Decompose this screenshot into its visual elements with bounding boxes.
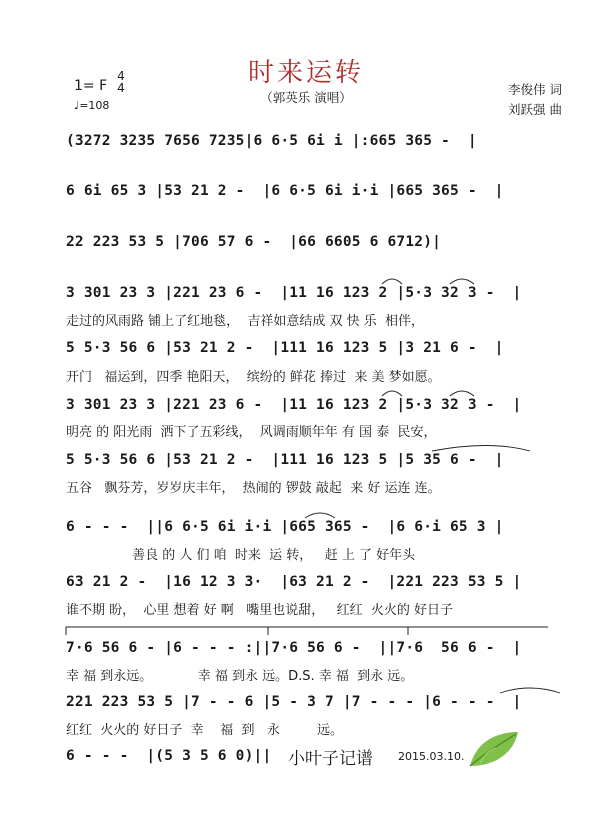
lyric-line: 开门 福运到，四季 艳阳天， 缤纷的 鲜花 捧过 来 美 梦如愿。 bbox=[66, 370, 441, 385]
notation-row: (3272 3235 7656 7235|6 6·5 6i i |:665 365 - | bbox=[66, 133, 477, 149]
transcription-date: 2015.03.10. bbox=[398, 750, 465, 763]
notation-row: 63 21 2 - |16 12 3 3· |63 21 2 - |221 223 53 5 | bbox=[66, 574, 522, 590]
song-title: 时来运转 bbox=[247, 58, 364, 88]
lyric-line: 幸 福 到永远。 幸 福 到永 远。D.S. 幸 福 到永 远。 bbox=[66, 669, 414, 684]
notation-row: 7·6 56 6 - |6 - - - :||7·6 56 6 - ||7·6 56 6 - | bbox=[66, 640, 522, 656]
singer-credit: （郭英乐 演唱） bbox=[260, 90, 352, 105]
notation-row: 6 - - - |(5 3 5 6 0)|| bbox=[66, 748, 272, 764]
time-signature-bottom: 4 bbox=[117, 81, 125, 95]
notation-row: 6 - - - ||6 6·5 6i i·i |665 365 - |6 6·i 65 3 | bbox=[66, 519, 504, 535]
notation-row: 3 301 23 3 |221 23 6 - |11 16 123 2 |5·3 32 3 - | bbox=[66, 397, 522, 413]
notation-row: 5 5·3 56 6 |53 21 2 - |111 16 123 5 |5 35 6 - | bbox=[66, 452, 504, 468]
notation-row: 6 6i 65 3 |53 21 2 - |6 6·5 6i i·i |665 365 - | bbox=[66, 183, 504, 199]
notation-row: 221 223 53 5 |7 - - 6 |5 - 3 7 |7 - - - |6 - - - | bbox=[66, 694, 522, 710]
lyricist-credit: 李俊伟 词 bbox=[508, 82, 562, 97]
tempo-value: =108 bbox=[79, 99, 110, 112]
transcriber-signature: 小叶子记谱 bbox=[288, 749, 373, 769]
composer-credit: 刘跃强 曲 bbox=[508, 102, 562, 117]
notation-row: 3 301 23 3 |221 23 6 - |11 16 123 2 |5·3 32 3 - | bbox=[66, 285, 522, 301]
lyric-line: 五谷 飘芬芳，岁岁庆丰年， 热闹的 锣鼓 敲起 来 好 运连 连。 bbox=[66, 481, 441, 496]
key-signature: 1= F bbox=[74, 78, 108, 94]
slur-marks bbox=[305, 279, 560, 693]
lyric-line: 走过的风雨路 铺上了红地毯， 吉祥如意结成 双 快 乐 相伴， bbox=[66, 314, 425, 329]
lyric-line: 红红 火火的 好日子 幸 福 到 永 远。 bbox=[66, 723, 344, 738]
quarter-note-icon: ♩ bbox=[74, 99, 80, 112]
notation-row: 5 5·3 56 6 |53 21 2 - |111 16 123 5 |3 21 6 - | bbox=[66, 340, 504, 356]
lyric-line: 谁不期 盼， 心里 想着 好 啊 嘴里也说甜， 红红 火火的 好日子 bbox=[66, 603, 453, 618]
leaf-icon bbox=[466, 728, 522, 770]
lyric-line: 善良 的 人 们 咱 时来 运 转， 赶 上 了 好年头 bbox=[66, 548, 416, 563]
lyric-line: 明亮 的 阳光雨 洒下了五彩线， 风调雨顺年年 有 国 泰 民安， bbox=[66, 425, 437, 440]
time-signature-top: 4 bbox=[117, 69, 125, 83]
volta-brackets bbox=[66, 627, 548, 635]
notation-row: 22 223 53 5 |706 57 6 - |66 6605 6 6712)| bbox=[66, 234, 442, 250]
